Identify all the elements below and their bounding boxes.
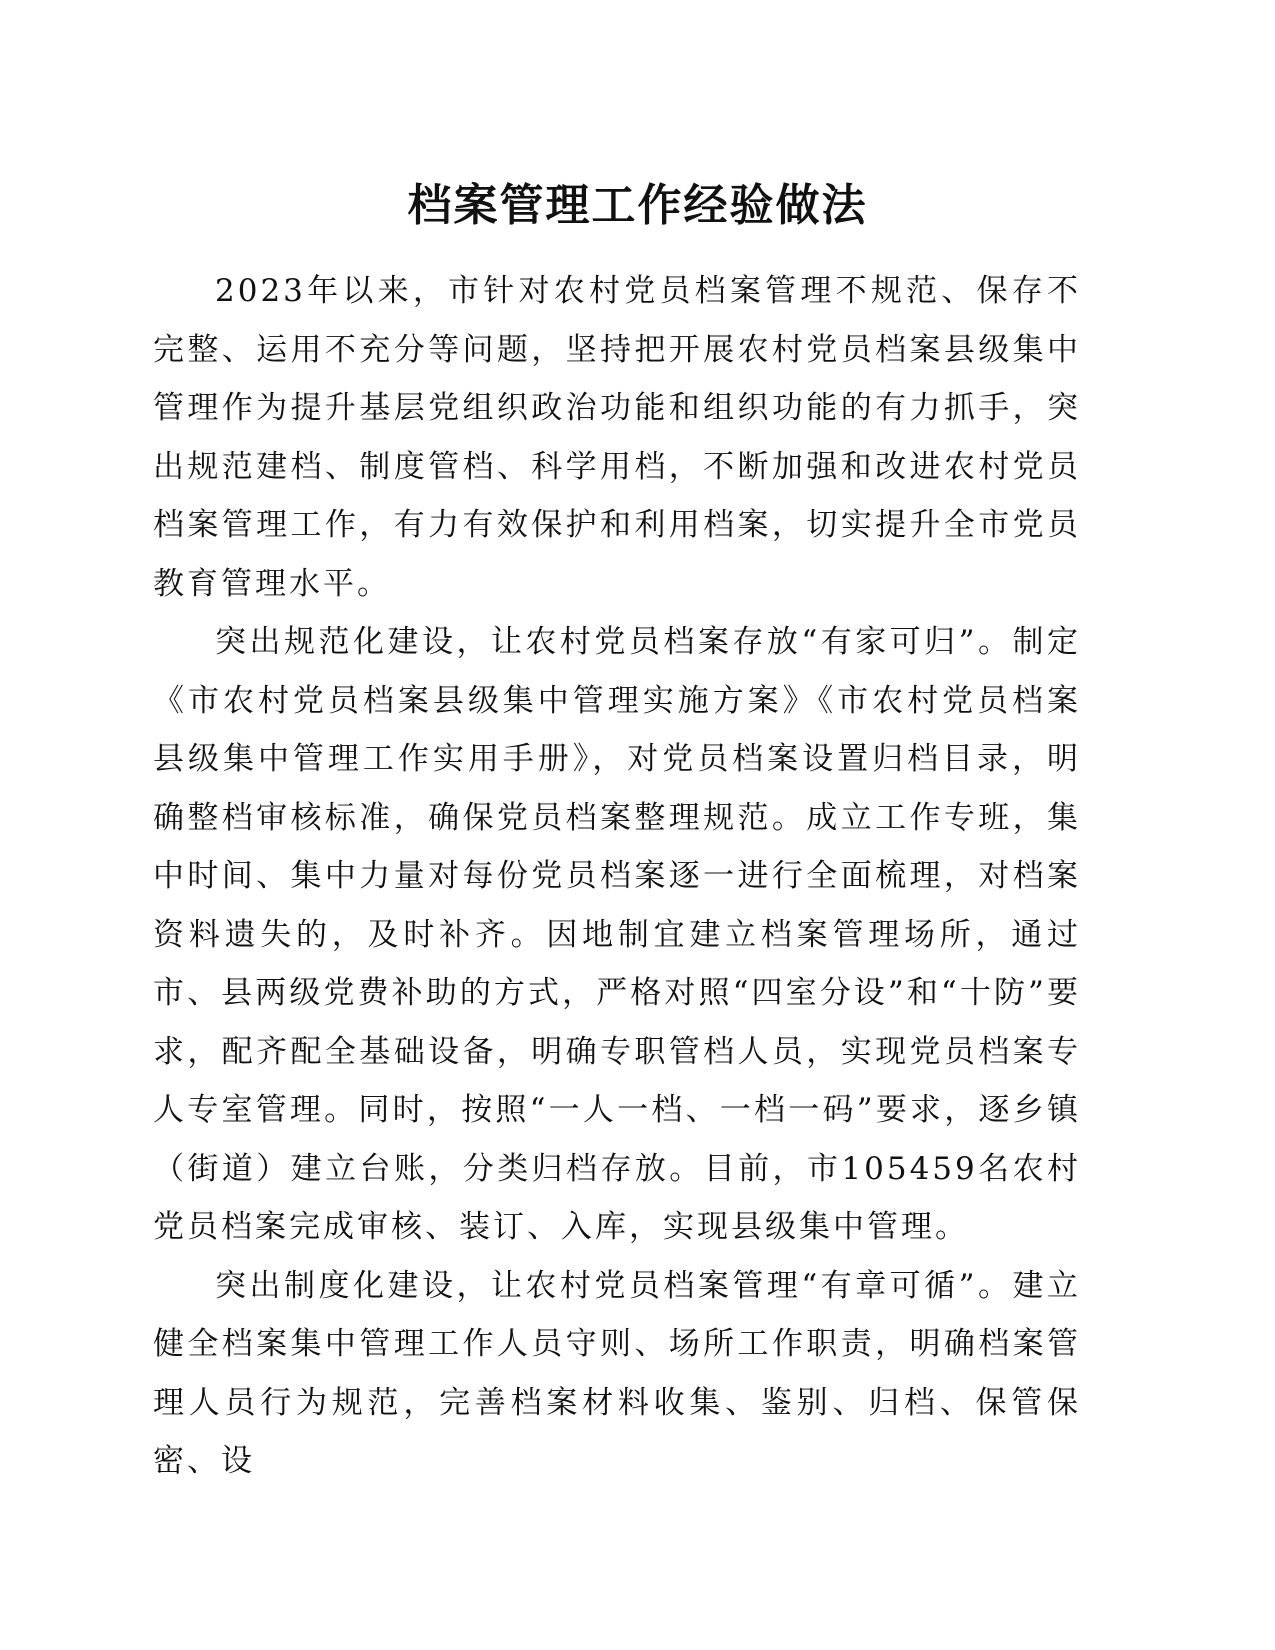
paragraph-institutionalization: 突出制度化建设，让农村党员档案管理“有章可循”。建立健全档案集中管理工作人员守则、场所工作职责，明确档案管理人员行为规范，完善档案材料收集、鉴别、归档、保管保密、设 [153, 1267, 1081, 1479]
document-title: 档案管理工作经验做法 [407, 180, 868, 231]
paragraph-standardization: 突出规范化建设，让农村党员档案存放“有家可归”。制定《市农村党员档案县级集中管理实施方案》《市农村党员档案县级集中管理工作实用手册》，对党员档案设置归档目录，明确整档审核标准，确保党员档案整理规范。成立工作专班，集中时间、集中力量对每份党员档案逐一进行全面梳理，对档案资料遗失的，及时补齐。因地制宜建立档案管理场所，通过市、县两级党费补助的方式，严格对照“四室分设”和“十防”要求，配齐配全基础设备，明确专职管档人员，实现党员档案专人专室管理。同时，按照“一人一档、一档一码”要求，逐乡镇（街道）建立台账，分类归档存放。目前，市105459名农村党员档案完成审核、装订、入库，实现县级集中管理。 [153, 624, 1081, 1245]
paragraph-intro: 2023年以来，市针对农村党员档案管理不规范、保存不完整、运用不充分等问题，坚持把开展农村党员档案县级集中管理作为提升基层党组织政治功能和组织功能的有力抓手，突出规范建档、制度管档、科学用档，不断加强和改进农村党员档案管理工作，有力有效保护和利用档案，切实提升全市党员教育管理水平。 [153, 273, 1081, 602]
document-body [153, 262, 1081, 1491]
